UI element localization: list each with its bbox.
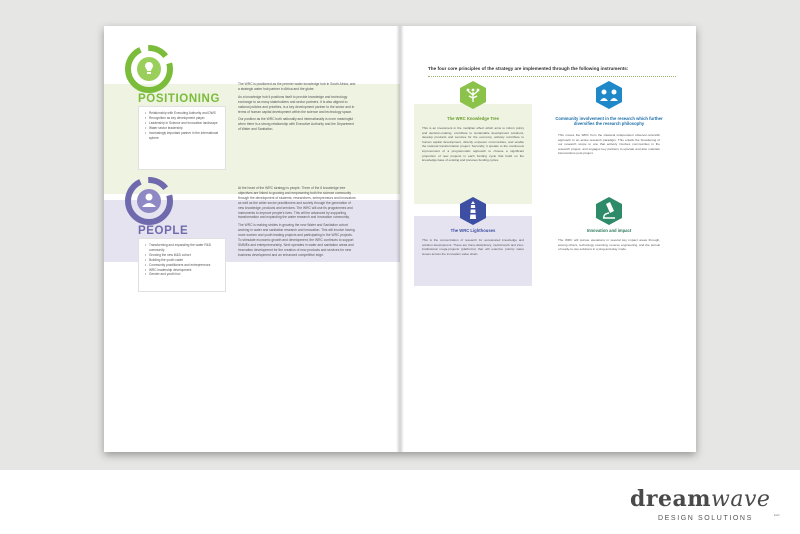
instrument-title: Community involvement in the research which further diversifies the research philosophy (555, 116, 663, 127)
brand-name (630, 486, 770, 512)
list-item: • Increasingly important partner in the international sphere (145, 131, 219, 141)
list-item: • Leadership in Science and Innovation landscape (145, 121, 219, 126)
instrument-body: The WRC will pursue elevations in several key impact areas through, among others, technology scanning, reverse engineering, and the pursuit of ready-to-use solutions in a plug-and-play mode. (558, 238, 660, 252)
instrument-body: This is the concentration of research for accelerated knowledge and solution development. These are trans-disciplinary, multi-branch and inter-institutional mega-projects (platforms) that will examine priority water issues across the innovation value chain. (422, 238, 524, 256)
brand-suffix: LLC (774, 513, 780, 517)
intro-divider (428, 76, 676, 77)
list-item: • Recognition as key development player (145, 116, 219, 121)
brochure-spread (104, 26, 696, 452)
list-item: • WRC leadership development (145, 268, 219, 273)
people-text (238, 186, 356, 261)
right-folio: WRC KNOWLEDGE TREE STRATEGY 2020-2025 (602, 435, 682, 439)
instrument-community (550, 80, 668, 204)
instrument-knowledge-tree (414, 80, 532, 204)
instruments-intro: The four core principles of the strategy are implemented through the following instruments: (428, 66, 629, 71)
list-item: • Community practitioners and entrepreneurs (145, 263, 219, 268)
list-item: • Building the youth cadre (145, 258, 219, 263)
knowledge-tree-icon (458, 80, 488, 110)
people-icon (124, 176, 174, 226)
brand-tagline: DESIGN SOLUTIONS (658, 515, 753, 522)
list-item: • Transforming and expanding the water R&D community (145, 243, 219, 253)
instrument-body: This moves the WRC from the classical independent observer-scientific approach to an active-research paradigm. This entails the broadening of our research scope to one that actively involves communities in the research project, and engages key partners to upscale and also maintain interventions post-project. (558, 133, 660, 156)
paragraph: As a knowledge hub it positions itself to provide knowledge and technology exchange to as many stakeholders and sector partners. It is also aligned to national policies and priorities, is a key development partner to the sector and in terms of human capital development within the science and technology space. (238, 94, 355, 114)
positioning-text (238, 82, 356, 135)
list-item: • Gender and youth foci (145, 272, 219, 277)
paragraph: The WRC is positioned as the premier water knowledge hub in South Africa, and a strategic water hub partner in Africa and the globe. (238, 82, 356, 91)
list-item: • Growing the new M&D cohort (145, 253, 219, 258)
community-icon (594, 80, 624, 110)
left-folio: WRC KNOWLEDGE TREE STRATEGY 2020-2025 (118, 435, 198, 439)
positioning-title: POSITIONING (138, 93, 220, 105)
instrument-lighthouse (414, 196, 532, 286)
brand-name-script: wave (711, 487, 771, 512)
instrument-title: Innovation and impact (586, 228, 632, 233)
paragraph: At the heart of the WRC strategy is people. Three of the 6 knowledge tree objectives are linked to growing and empowering both the science community through the development of students, researchers, entrepreneurs and innovators as well as the wider sector practitioners and society through the generation of new knowledge, products and services. The WRC will use its programmes and instruments to improve people's lives. This will be advanced by supporting transformation and expanding the water research and innovation community. (238, 186, 356, 220)
left-page (104, 26, 400, 452)
paragraph: Our position as the WRC both nationally and internationally is more meaningful when there is a strong relationship with Executive Authority and the Department of Water and Sanitation. (238, 117, 355, 132)
instrument-body: This is an investment in the multiplier effect which aims to inform policy and decision-making, contribute to sustainable development solutions, develop products and services for the economy, actively contribute to human capital development, directly empower communities, and enable the national transformation project. Secondly, it speaks to the continuous improvement of a programmatic approach to choose a significant proportion of new projects in each funding cycle that build on the knowledge base of existing and previous funding cycles. (422, 126, 524, 163)
instrument-title: The WRC Knowledge Tree (447, 116, 499, 121)
positioning-bullet-card (138, 106, 226, 170)
instrument-title: The WRC Lighthouses (450, 228, 496, 233)
list-item: • Relationship with Executing Authority and DWS (145, 111, 219, 116)
brand-name-main: dream (630, 486, 712, 512)
right-page (400, 26, 696, 452)
list-item: • Water sector leadership (145, 126, 219, 131)
lighthouse-icon (458, 196, 488, 226)
paragraph: The WRC is making strides in growing the new Water and Sanitation cohort working in water and sanitation research and innovation. This will involve having more women and youth leading projects and participating in the WRC projects. To stimulate economic growth and development, the WRC continues to support SMMEs and entrepreneurship. Next operates in water and sanitation areas and innovation development for the creation of new products and services for new business development and an enhanced competitive edge. (238, 223, 355, 257)
page-gutter (396, 26, 404, 452)
people-bullet-card (138, 238, 226, 292)
people-title: PEOPLE (138, 225, 189, 237)
instrument-innovation (550, 196, 668, 286)
brand-logo (618, 486, 788, 526)
microscope-icon (594, 196, 624, 226)
positioning-icon (124, 44, 174, 94)
